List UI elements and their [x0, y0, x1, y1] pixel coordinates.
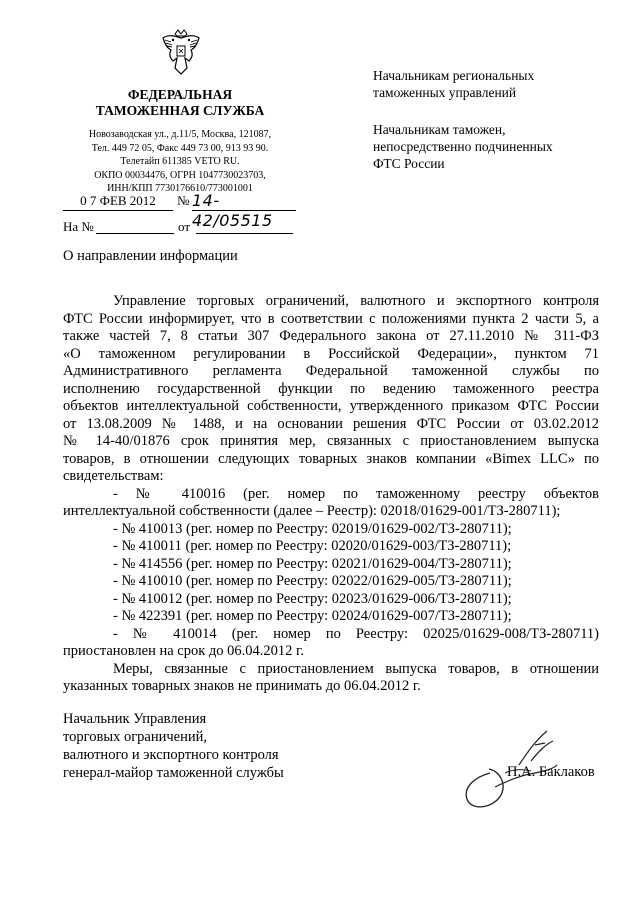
recipient-line: Начальникам таможен,	[373, 122, 506, 137]
body-line: исполнению государственной функции по ведению таможенного реестра	[63, 380, 599, 397]
address-line: Новозаводская ул., д.11/5, Москва, 121087,	[88, 129, 272, 140]
recipient-line: таможенных управлений	[373, 85, 517, 100]
org-name-line1: ФЕДЕРАЛЬНАЯ	[127, 87, 233, 102]
registration-number: 14-42/05515	[192, 191, 273, 230]
recipient-customs	[373, 121, 553, 172]
reference-date-blank	[196, 233, 293, 234]
body-line: «О таможенном регулировании в Российской Федерации», пунктом 71	[63, 345, 599, 362]
signatory-title-line: валютного и экспортного контроля	[63, 747, 279, 763]
body-line: Управление торговых ограничений, валютного и экспортного контроля	[113, 293, 599, 309]
trademark-list-item-cont: приостановлен на срок до 06.04.2012 г.	[63, 643, 304, 659]
body-line: № 14-40/01876 срок принятия мер, связанных с приостановлением выпуска	[63, 433, 599, 449]
recipient-line: ФТС России	[373, 156, 445, 171]
address-line: Тел. 449 72 05, Факс 449 73 00, 913 93 90.	[91, 142, 269, 154]
trademark-list-item: - № 414556 (рег. номер по Реестру: 02021/01629-004/ТЗ-280711);	[113, 555, 512, 572]
letter-body	[63, 293, 599, 696]
address-line: ИНН/КПП 7730176610/773001001	[107, 183, 253, 194]
trademark-list-item: - № 410016 (рег. номер по таможенному реестру объектов	[113, 485, 599, 502]
trademark-list-item: - № 422391 (рег. номер по Реестру: 02024/01629-007/ТЗ-280711);	[113, 608, 512, 624]
signatory-title-line: торговых ограничений,	[63, 729, 207, 745]
trademark-list-item: - № 410011 (рег. номер по Реестру: 02020/01629-003/ТЗ-280711);	[113, 538, 512, 554]
registration-date-field	[63, 193, 173, 211]
signatory-title-line: генерал-майор таможенной службы	[63, 765, 284, 781]
address-line: ОКПО 00034476, ОГРН 1047730023703,	[94, 169, 266, 181]
signatory-title-line: Начальник Управления	[63, 711, 207, 727]
address-line: Телетайп 611385 VETO RU.	[120, 156, 240, 167]
body-line: товаров, в отношении следующих товарных знаков компании «Bimex LLC» по	[63, 450, 599, 467]
body-line: свидетельствам:	[63, 468, 164, 484]
body-line: объектов интеллектуальной собственности, утвержденного приказом ФТС России	[63, 398, 599, 414]
closing-line: Меры, связанные с приостановлением выпуска товаров, в отношении	[113, 660, 599, 677]
body-line: также частей 7, 8 статьи 307 Федерального закона от 27.11.2010 № 311-ФЗ	[63, 328, 599, 344]
trademark-list-item-cont: интеллектуальной собственности (далее – Реестр): 02018/01629-001/ТЗ-280711);	[63, 503, 561, 519]
recipient-line: непосредственно подчиненных	[373, 139, 553, 154]
trademark-list-item: - № 410014 (рег. номер по Реестру: 02025/01629-008/ТЗ-280711)	[113, 625, 599, 642]
trademark-list-item: - № 410012 (рег. номер по Реестру: 02023/01629-006/ТЗ-280711);	[113, 590, 512, 607]
org-name-line2: ТАМОЖЕННАЯ СЛУЖБА	[95, 103, 265, 118]
registration-number-prefix: №	[177, 193, 190, 208]
registration-date: 0 7 ФЕВ 2012	[80, 193, 156, 208]
body-line: ФТС России информирует, что в соответствии с положениями пункта 2 части 5, а	[63, 310, 599, 327]
org-address	[60, 128, 300, 196]
state-emblem-icon	[161, 28, 201, 76]
reference-date-label: от	[178, 219, 191, 234]
closing-line: указанных товарных знаков не принимать до 06.04.2012 г.	[63, 678, 421, 694]
signatory-title	[63, 710, 284, 782]
trademark-list-item: - № 410010 (рег. номер по Реестру: 02022/01629-005/ТЗ-280711);	[113, 573, 512, 589]
recipient-regional	[373, 67, 534, 101]
letter-subject: О направлении информации	[63, 248, 238, 264]
body-line: от 13.08.2009 № 1488, и на основании решения ФТС России от 03.02.2012	[63, 415, 599, 432]
trademark-list-item: - № 410013 (рег. номер по Реестру: 02019/01629-002/ТЗ-280711);	[113, 520, 512, 537]
reference-number-label: На №	[63, 219, 94, 234]
reference-number-blank	[96, 233, 174, 234]
body-line: Административного регламента Федеральной таможенной службы по	[63, 363, 599, 379]
recipient-line: Начальникам региональных	[373, 68, 535, 83]
signatory-name: П.А. Баклаков	[507, 764, 595, 780]
registration-number-field	[192, 191, 296, 230]
